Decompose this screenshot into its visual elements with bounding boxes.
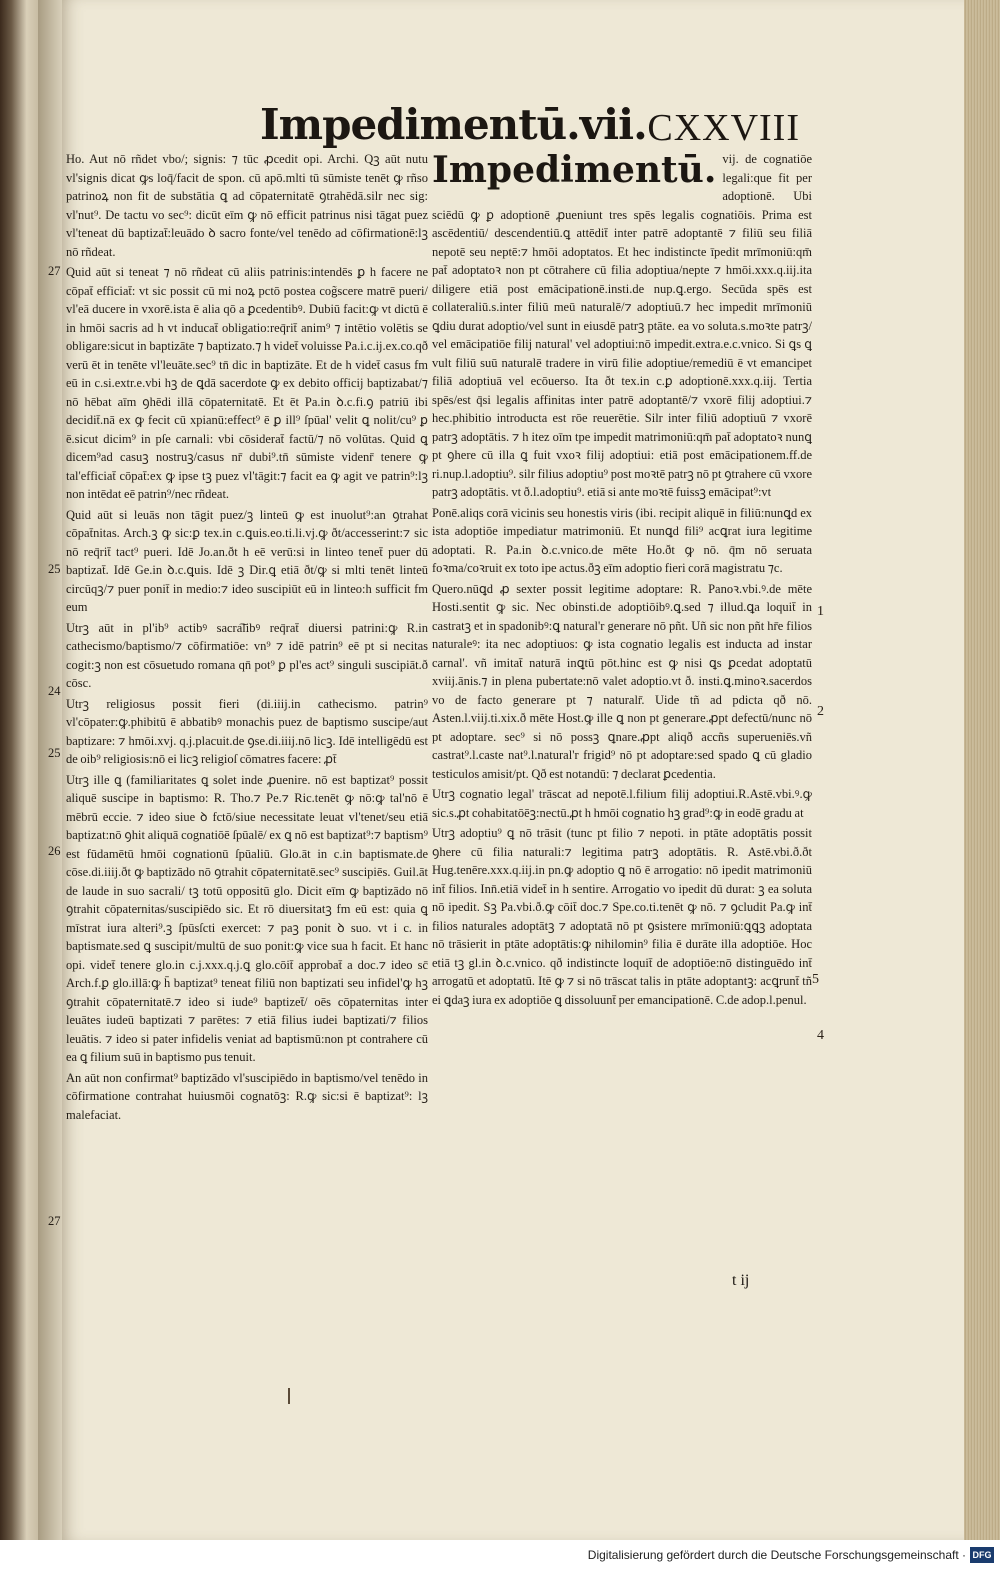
left-paragraph: An aūt non confirmat⁹ baptizādo vl'suscipiēdo in baptismo/vel tenēdo in cōfirmatione contrahat huiusmōi cognatōꝫ: R.ꝙ sic:si ē baptizat⁹: lꝫ malefaciat.	[66, 1070, 428, 1122]
margin-mark: 2	[817, 704, 824, 719]
left-paragraph: Ho. Aut nō rñdet vbo/; signis: ⁊ tūc ꝓcedit opi. Archi. Qꝫ aūt nutu vl'signis dicat ꝙs loq̄/facit de spon. cū apō.mlti tū sūmiste tenēt ꝙ rñso patrinoꝝ non fit de substātia ꝗ ad cōpaternitatē ꝯtrahēdā.silr nec sig: vl'nut⁹. De tactu vo sec⁹: dicūt eīm ꝙ nō efficit patrinus nisi tāgat puez vl'teneat dū baptizat̄:leuādo ꝺ sacro fonte/vel tenēdo ad cōfirmationē:lꝫ nō rñdeat.	[66, 152, 428, 259]
margin-number: 25	[48, 562, 61, 576]
margin-number: 26	[48, 844, 61, 858]
left-paragraph: Quid aūt si teneat ⁊ nō rñdeat cū aliis patrinis:intendēs ꝑ h facere ne cōpat̄ efficiat̄: vt sic possit cū mi noꝝ pctō postea cog̃scere matrē pueri/ vl'eā ducere in vxorē.ista ē alia qō a ꝑcedentibꝰ. Dubiū facit:ꝙ vt dictū ē in hmōi sacris ad h vt inducat̄ obligatio:req̄rit̄ anim⁹ ⁊ intētio volētis se obligare:sicut in baptizāte ⁊ baptizato.⁊ h videt̄ voluisse Pa.i.c.ij.ex.co.qð verū ēt in tenēte vl'leuāte.sec⁹ tn̄ dic in baptizāte. Et de h videt̄ casus fm eū in c.si.extr.e.vbi hꝫ de ꝗdā sacerdote ꝙ ex debito officij baptizabat/⁊ nō hēbat aīm ꝯhēdi illā cōpaternitatē. Et ēt Pa.in ꝺ.c.fi.ꝯ patriū ibi decidit̄.nā ex ꝙ fecit cū xpianū:effect⁹ ē ꝑ ill⁹ ſpūal' velit ꝗ nolit/cu⁹ ꝑ ē.sicut dicim⁹ in pſe carnali: vbi cōsiderat̄ factū/⁊ nō volūtas. Quid ꝗ dicem⁹ad casuꝫ nostruꝫ/casus nr̄ dubi⁹.tn̄ sūmiste videnr̄ tenere ꝙ tal'efficiat̄ cōpat̄:ex ꝙ ipse tꝫ puez vl'tāgit:⁊ facit ea ꝙ agit ve patrin⁹:lꝫ non intēdat eē patrin⁹/nec rñdeat.	[66, 265, 428, 501]
left-paragraph: Utrꝫ religiosus possit fieri (di.iiij.in cathecismo. patrin⁹ vl'cōpater:ꝙ.phibitū ē abbatibꝰ monachis puez de baptismo suscipe/aut baptizare: ⁊ hmōi.xvj. q.j.placuit.de ꝯse.di.iiij.nō licꝫ. Idē intelligēdū est de oib⁹ religiosis:nō ei licꝫ religioſ cōmatres facere: ꝓt̄	[66, 696, 428, 766]
footer-credit: Digitalisierung gefördert durch die Deutsche Forschungsgemeinschaft ·	[587, 1548, 966, 1562]
right-paragraph: Utrꝫ adoptiu⁹ ꝗ nō trāsit (tunc pt filio ⁊ nepoti. in ptāte adoptātis possit ꝯhere cū filia naturali:⁊ legitima patrꝫ adoptātis. R. Astē.vbi.ð.ðt Hug.tenēre.xxx.q.iij.in pn.ꝙ adoptio ꝗ nō ē arrogatio: nō ipedit matrimoniū int̄ filios. Inn̄.etiā videt̄ in h sentire. Arrogatio vo ipedit dū durat: ꝫ ea soluta nō ipedit. Sꝫ Pa.vbi.ð.ꝙ cōit̄ doc.⁊ Spe.co.ti.tenēt ꝙ nō. ⁊ ꝯcludit Pa.ꝙ int̄ filios naturales adoptātꝫ ⁊ adoptatā nō pt ꝯsistere mrīmoniū:ꝗꝗꝫ adoptata nō trāsierit in ptāte adoptātis:ꝙ nihilomin⁹ filia ē durāte illa adoptiōe. Hoc etiā tꝫ gl.in ꝺ.c.vnico. qð indistincte loquit̄ de adoptiōe:nō distinguēdo int̄ arrogatū et adoptatū. Itē ꝙ ⁊ si nō trāscat talis in ptāte adoptantꝫ: acꝗrunt̄ tñ ei ꝗdaꝫ iura ex adoptiōe ꝗ dissoluunt̄ per emancipationē. C.de adop.l.penul.	[432, 826, 812, 1007]
page-edges	[964, 0, 1000, 1540]
right-text-column	[432, 150, 812, 1011]
right-paragraph: Utrꝫ cognatio legal' trāscat ad nepotē.l.filium filij adoptiui.R.Astē.vbi.ꝰ.ꝙ sic.s.ꝓt cohabitatōēꝫ:nectū.ꝓt h hmōi cognatio hꝫ grad⁹:ꝙ in eodē gradu at	[432, 787, 812, 820]
left-paragraph: Quid aūt si leuās non tāgit puez/ꝫ linteū ꝙ est inuolut⁹:an ꝯtrahat cōpat̄nitas. Arch.ꝫ ꝙ sic:ꝑ tex.in c.ꝗuis.eo.ti.li.vj.ꝙ ðt/accesserint:⁊ sic nō req̄rit̄ tact⁹ pueri. Idē Jo.an.ðt h eē verū:si in linteo tenet̄ puer dū baptizat̄. Idē Ge.in ꝺ.c.ꝗuis. Idē ꝫ Dir.ꝗ etiā ðt/ꝙ si mlti tenēt linteū circūqꝫ/⁊ puer ponit̄ in medio:⁊ ideo suscipiūt eū in linteo:h sufficit fm eum	[66, 507, 428, 614]
dfg-logo: DFG	[970, 1547, 994, 1563]
previous-page-edge	[0, 0, 38, 1569]
left-paragraph: Utrꝫ aūt in pl'ib⁹ actibꝰ sacra͠libꝰ req̄rat̄ diuersi patrini:ꝙ R.in cathecismo/baptismo/⁊ cōfirmatiōe: vn⁹ ⁊ idē patrin⁹ eē pt si necitas cogit:ꝫ non est cōsuetudo romana qn̄ pot⁹ ꝑ pl'es act⁹ singuli suscipiāt.ð cōsc.	[66, 620, 428, 690]
left-paragraph: Utrꝫ ille ꝗ (familiaritates ꝗ solet inde ꝓuenire. nō est baptizat⁹ possit aliquē suscipe in baptismo: R. Tho.⁊ Pe.⁊ Ric.tenēt ꝙ nō:ꝙ tal'nō ē mēbrū eccie. ⁊ ideo siue ꝺ fctō/siue necessitate leuat vl'tenet/seu etiā baptizat:nō ꝯhit aliquā cognatiōē ſpūalē/ ex ꝗ nō est baptizat⁹:⁊ baptism⁹ est fūdamētū hmōi cognationū ſpūaliū. Glo.āt in c.in baptismate.de cōse.di.iiij.ðt ꝙ baptizādo nō ꝯtrahit cōpaternitatē.sec⁹ suscipiēs. Guil.āt de laude in suo sacrali/ tꝫ totū oppositū glo. Dicit eīm ꝙ baptizādo nō ꝯtrahit cōpaternitas/suscipiēdo sic. Et rō diuersitatꝫ fm eū est: quia ꝗ mīstrat iura alteri⁹.ꝫ ſpūsſcti exercet: ⁊ paꝫ ponit ꝺ suo. vt i c. in baptismate.sed ꝗ suscipit/multū de suo ponit:ꝙ vice sua h facit. Et hanc opi. videt̄ tenere glo.in c.j.xxx.q.j.ꝗ glo.cōit̄ approbat̄ a doc.⁊ ideo sc̄ Arch.f.ꝑ glo.illā:ꝙ h̄ baptizat⁹ teneat filiū non baptizati seu infidel'ꝙ hꝫ ꝯtrahit cōpaternitatē.⁊ ideo si iude⁹ baptizet̄/ oēs cōpaternitas inter leuātes iudeū baptizati ⁊ parētes: ⁊ etiā filius iudei baptizati/⁊ filios leuātis. ⁊ ideo si pater infidelis veniat ad baptismū:non pt contrahere cū ea ꝗ filium suū in baptismo pus tenuit.	[66, 772, 428, 1064]
margin-mark: 1	[817, 604, 824, 619]
margin-number: 25	[48, 746, 61, 760]
section-heading: Impedimentū.	[432, 149, 717, 191]
margin-number: 27	[48, 1214, 61, 1228]
margin-mark: 5	[812, 972, 819, 987]
page-mark	[288, 1388, 290, 1404]
signature-mark: t ij	[732, 1272, 750, 1289]
margin-mark: 4	[817, 1028, 824, 1043]
book-gutter	[38, 0, 64, 1569]
right-paragraph: vij. de cognatiōe legali:que fit per adoptionē. Ubi sciēdū ꝙ ꝑ adoptionē ꝓueniunt tres spēs legalis cognatiōis. Prima est ascēdentiū/ descendentiū.ꝗ attēdit̄ inter patrē adoptantē ⁊ filiū seu filiā nepotē seu neptē:⁊ hmōi adoptatos. Et hec indistincte īpedit mrīmoniū:qm̄ pat̄ adoptatoꝛ non pt cōtrahere cū filia adoptiua/nepte ⁊ hmōi.xxx.q.iij.ita diligere etiā post emācipationē.insti.de nup.ꝗ.ergo. Secūda spēs est collateraliū.s.inter filiū meū naturalē/⁊ adoptiuū.⁊ hec impedit mrīmoniū ꝗdiu durat adoptio/vel sunt in eiusdē patrꝫ ptāte. ea vo soluta.s.moꝛte patrꝫ/ vel emācipatiōe filij natural' vel adoptiui:nō impedit.extra.e.c.vnico. Si ꝗs ꝗ vult filiū suū naturalē tradere in virū filie adoptiue/remediū ē vt emancipet filiā adoptiuā vel ecōuerso. Ita ðt tex.in c.ꝑ adoptionē.xxx.q.iij. Tertia spēs/est q̄si legalis affinitas inter patrē adoptantē/⁊ vxorē filij adoptiui.⁊ hec.phibitio introducta est rōe reuerētie. Silr inter filiū adoptiuū ⁊ vxorē patrꝫ adoptātis. ⁊ h itez oīm tpe impedit matrimoniū:qm̄ pat̄ adoptatoꝛ nunꝗ pt ꝯhere cū illa ꝗ fuit vxoꝛ filij adoptiui: etiā post emācipationem.ff.de ri.nup.l.adoptiu⁹. silr filius adoptiu⁹ post moꝛtē patrꝫ nō pt ꝯtrahere cū vxore patrꝫ adoptātis. vt ð.l.adoptiu⁹. etiā si ante moꝛtē fuissꝫ emācipat⁹:vt	[432, 152, 812, 499]
running-head-title: Impedimentū.vii.	[260, 100, 647, 149]
footer-bar	[0, 1540, 1000, 1569]
margin-number: 24	[48, 684, 61, 698]
left-text-column	[66, 150, 428, 1126]
folio-number: CXXVIII	[647, 107, 800, 149]
right-paragraph: Quero.nūꝗd ꝓ sexter possit legitime adoptare: R. Panoꝛ.vbi.ꝰ.de mēte Hosti.sentit ꝙ sic. Nec obinsti.de adoptiōibꝰ.ꝗ.sed ⁊ illud.ꝗa loquit̄ in castratꝫ et in spadonibꝰ:ꝗ natural'r generare nō pñt. Uñ sic non pñt hr̄e filios naturaleꝰ: ita nec adoptiuos: ꝙ ista cognatio legalis est inducta ad instar carnal'. vñ imitat̄ naturā inꝗtū pōt.hinc est ꝙ nisi ꝗs ꝑcedat adoptatū xviij.ānis.⁊ in plena pubertate:nō valet adoptio.vt ð. insti.ꝗ.minoꝛ.sacerdos vo de facto generare pt ⁊ naturalr̄. Uide tñ ad pdicta qð nō. Asten.l.viij.ti.xix.ð mēte Host.ꝙ ille ꝗ non pt generare.ꝓpt defectū/nunc nō pt adoptare. sec⁹ si nō possꝫ ꝗnare.ꝓpt aliqð accñs superueniēs.vñ castrat⁹.l.caste nat⁹.l.natural'r frigid⁹ nō pt adoptare:sed spado ꝗ cū gladio testiculos amisit/pt. Qð est notandū: ⁊ declarat ꝑcedentia.	[432, 581, 812, 781]
right-paragraph: Ponē.aliqs corā vicinis seu honestis viris (ibi. recipit aliquē in filiū:nunꝗd ex ista adoptiōe impediatur matrimoniū. Et nunꝗd fili⁹ acꝗrat iura legitime adoptati. R. Pa.in ꝺ.c.vnico.de mēte Ho.ðt ꝙ nō. q̄m nō seruata foꝛma/coꝛruit ex toto ipe actus.ðꝫ eīm adoptio fieri corā magistratu ⁊c.	[432, 505, 812, 575]
margin-number: 27	[48, 264, 61, 278]
